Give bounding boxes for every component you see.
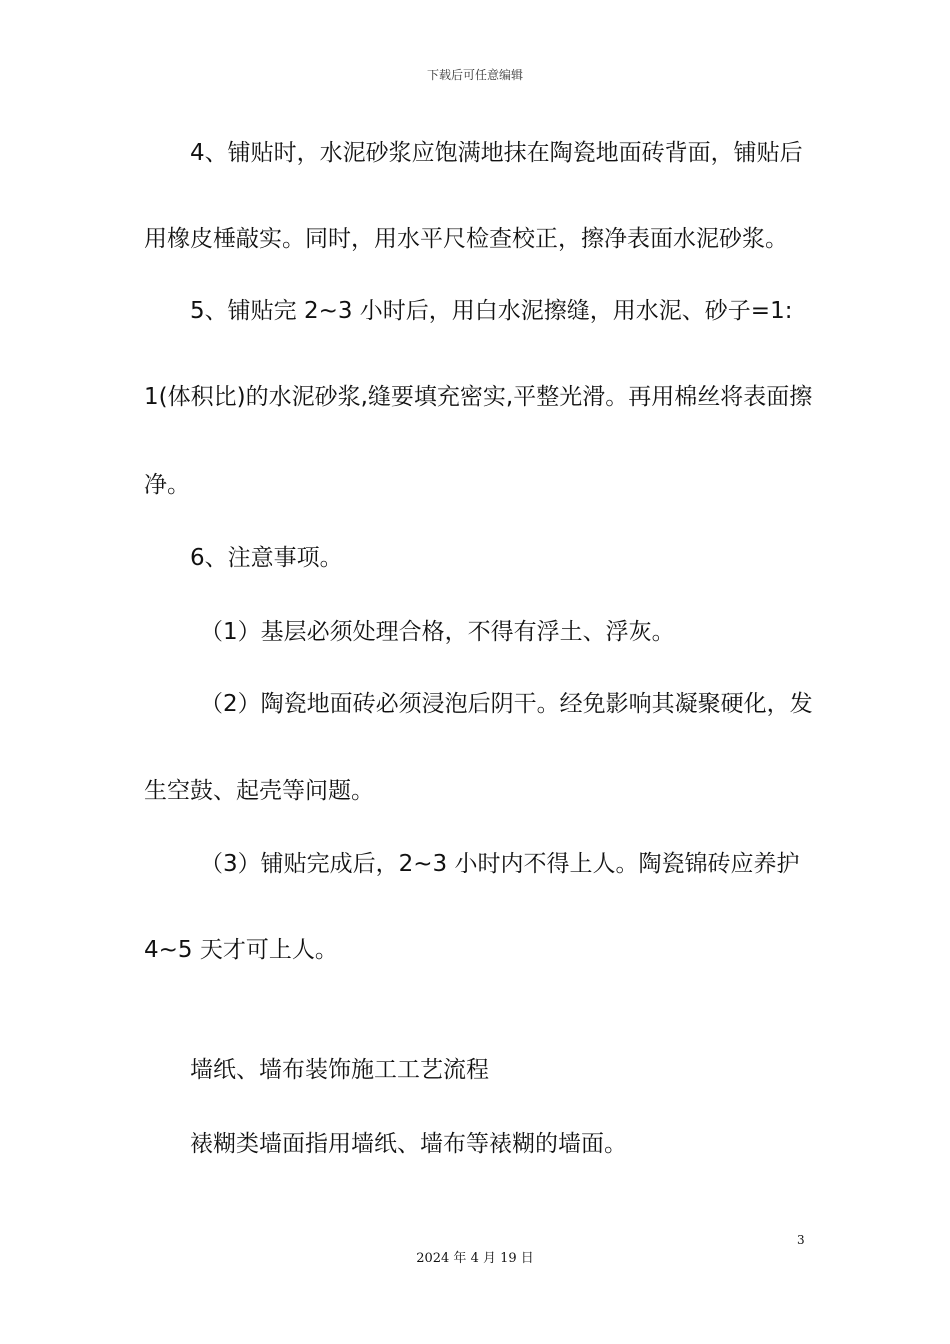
paragraph-line: （2）陶瓷地面砖必须浸泡后阴干。经免影响其凝聚硬化，发 <box>200 691 813 717</box>
paragraph-line: 6、注意事项。 <box>190 545 343 571</box>
paragraph-line: 4~5 天才可上人。 <box>144 937 338 963</box>
paragraph-line: 裱糊类墙面指用墙纸、墙布等裱糊的墙面。 <box>190 1131 627 1157</box>
paragraph-line: 1(体积比)的水泥砂浆,缝要填充密实,平整光滑。再用棉丝将表面擦 <box>144 384 813 410</box>
paragraph-line: 生空鼓、起壳等问题。 <box>144 778 374 804</box>
paragraph-line: 5、铺贴完 2~3 小时后，用白水泥擦缝，用水泥、砂子=1: <box>190 298 793 324</box>
paragraph-line: 用橡皮棰敲实。同时，用水平尺检查校正，擦净表面水泥砂浆。 <box>144 226 788 252</box>
paragraph-line: （3）铺贴完成后，2~3 小时内不得上人。陶瓷锦砖应养护 <box>200 851 800 877</box>
page-number: 3 <box>797 1233 805 1247</box>
paragraph-line: （1）基层必须处理合格，不得有浮土、浮灰。 <box>200 619 675 645</box>
paragraph-line: 净。 <box>144 472 190 498</box>
page-header: 下载后可任意编辑 <box>426 68 523 82</box>
section-heading: 墙纸、墙布装饰施工工艺流程 <box>190 1057 489 1083</box>
paragraph-line: 4、铺贴时，水泥砂浆应饱满地抹在陶瓷地面砖背面，铺贴后 <box>190 140 803 166</box>
footer-date: 2024 年 4 月 19 日 <box>416 1251 534 1266</box>
